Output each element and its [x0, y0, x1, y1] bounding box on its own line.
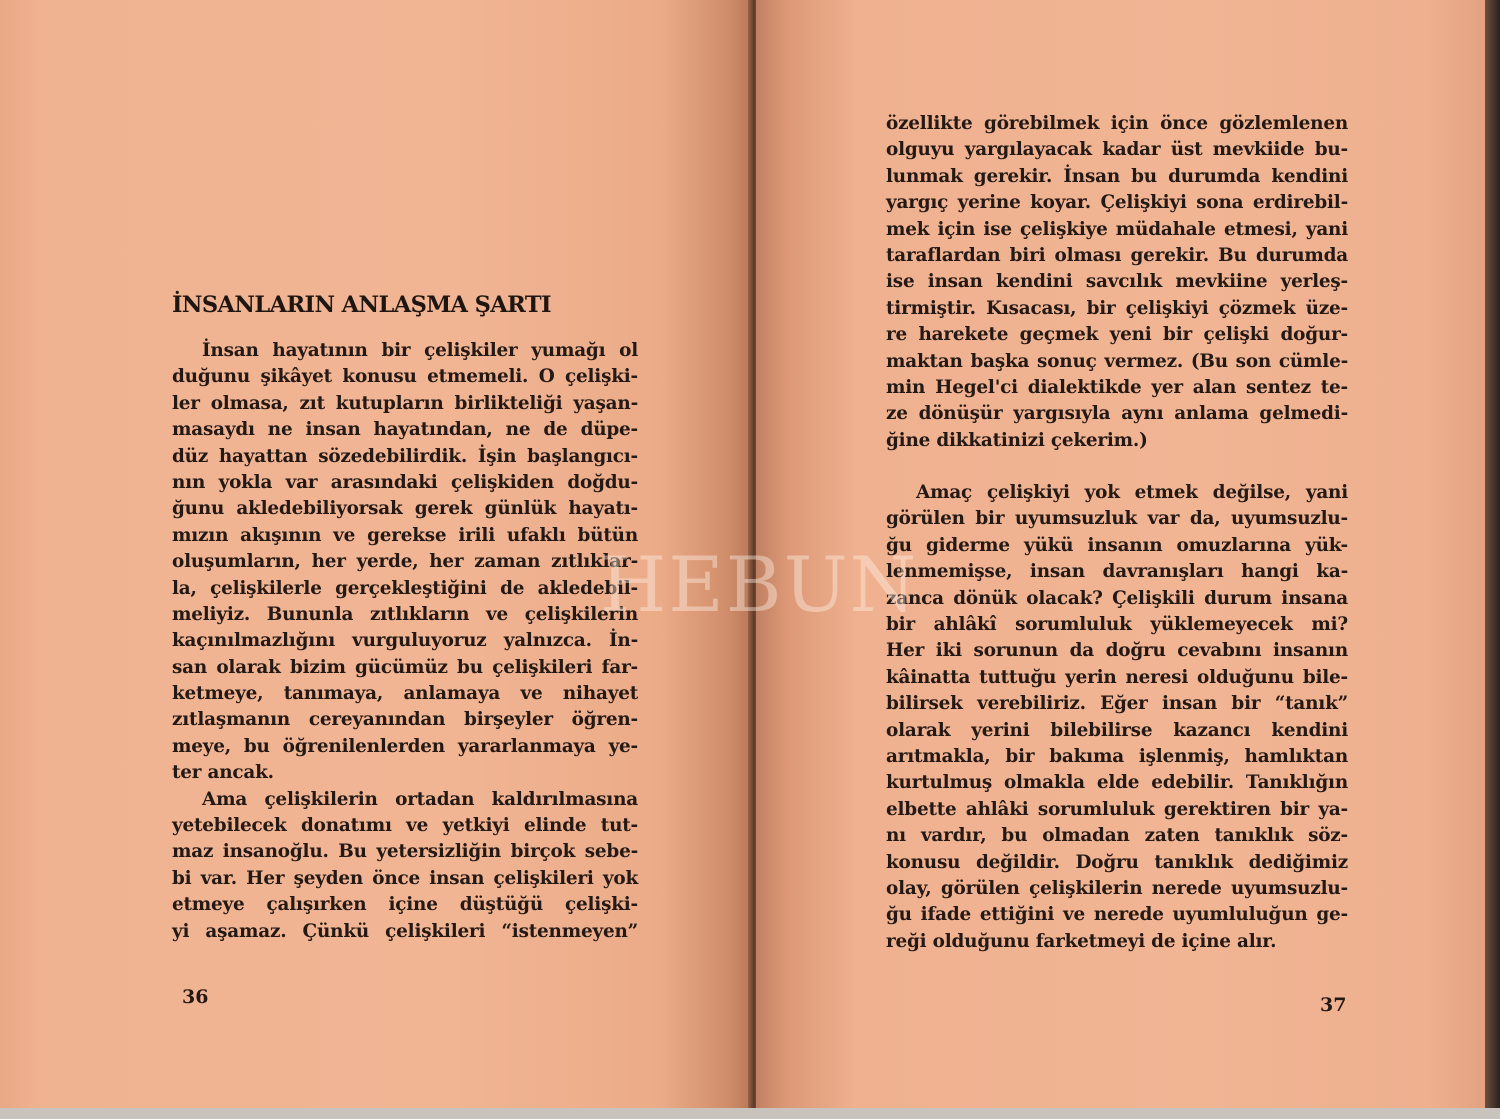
text-line: bilirsek verebiliriz. Eğer insan bir “tanık” — [886, 693, 1348, 715]
text-line: san olarak bizim gücümüz bu çelişkileri far- — [172, 656, 638, 678]
text-line: reği olduğunu farketmeyi de içine alır. — [886, 930, 1277, 952]
text-line: nın yokla var arasındaki çelişkiden doğdu- — [172, 471, 638, 493]
text-line: İnsan hayatının bir çelişkiler yumağı ol — [202, 340, 638, 361]
text-line: olay, görülen çelişkilerin nerede uyumsuzlu- — [886, 877, 1348, 899]
text-line: ler olmasa, zıt kutupların birlikteliği yaşan- — [172, 392, 638, 414]
text-line: lenmemişse, insan davranışları hangi ka- — [886, 561, 1348, 583]
text-line: arıtmakla, bir bakıma işlenmiş, hamlıktan — [886, 745, 1348, 767]
chapter-heading: İNSANLARIN ANLAŞMA ŞARTI — [172, 292, 551, 318]
text-line: elbette ahlâki sorumluluk gerektiren bir ya- — [886, 798, 1348, 820]
text-line: olarak yerini bilebilirse kazancı kendini — [886, 719, 1348, 741]
book-edge — [1485, 0, 1500, 1119]
text-line: lunmak gerekir. İnsan bu durumda kendini — [886, 165, 1348, 187]
text-line: olguyu yargılayacak kadar üst mevkiide bu- — [886, 139, 1348, 161]
watermark: HEBUN — [600, 540, 919, 629]
text-line: re harekete geçmek yeni bir çelişki doğur- — [886, 324, 1348, 346]
text-line: min Hegel'ci dialektikde yer alan sentez te- — [886, 376, 1348, 398]
text-line: masaydı ne insan hayatından, ne de düpe- — [172, 419, 638, 441]
text-line: ğunu akledebiliyorsak gerek günlük hayatı- — [172, 498, 638, 520]
text-line: kâinatta tuttuğu yerin neresi olduğunu bile- — [886, 666, 1348, 688]
text-line: ise insan kendini savcılık mevkiine yerleş- — [886, 271, 1348, 293]
text-line: özellikte görebilmek için önce gözlemlenen — [886, 113, 1348, 134]
text-line: Ama çelişkilerin ortadan kaldırılmasına — [202, 788, 638, 810]
text-line: görülen bir uyumsuzluk var da, uyumsuzlu- — [886, 508, 1348, 530]
paragraph-gap — [886, 454, 1348, 480]
text-line: yetebilecek donatımı ve yetkiyi elinde tut- — [172, 815, 638, 837]
text-line: bir ahlâkî sorumluluk yüklemeyecek mi? — [886, 614, 1348, 636]
text-line: maz insanoğlu. Bu yetersizliğin birçok sebe- — [172, 841, 638, 863]
right-page-text — [886, 111, 1348, 955]
text-line: konusu değildir. Doğru tanıklık dediğimiz — [886, 851, 1348, 873]
text-line: bi var. Her şeyden önce insan çelişkileri yok — [172, 867, 638, 889]
text-line: tirmiştir. Kısacası, bir çelişkiyi çözmek üze- — [886, 297, 1348, 319]
text-line: ze dönüşür yargısıyla aynı anlama gelmedi- — [886, 403, 1348, 425]
text-line: kurtulmuş olmakla elde edebilir. Tanıklığın — [886, 772, 1348, 794]
text-line: oluşumların, her yerde, her zaman zıtlıklar- — [172, 551, 638, 573]
text-line: meliyiz. Bununla zıtlıkların ve çelişkilerin — [172, 603, 638, 625]
text-line: ğu ifade ettiğini ve nerede uyumluluğun ge- — [886, 904, 1348, 926]
text-line: etmeye çalışırken içine düştüğü çelişki- — [172, 894, 638, 916]
text-line: zanca dönük olacak? Çelişkili durum insana — [886, 587, 1348, 609]
text-line: duğunu şikâyet konusu etmemeli. O çelişki- — [172, 366, 638, 388]
text-line: Amaç çelişkiyi yok etmek değilse, yani — [916, 482, 1348, 504]
text-line: düz hayattan sözedebilirdik. İşin başlangıcı- — [172, 445, 638, 467]
text-line: kaçınılmazlığını vurguluyoruz yalnızca. İn- — [172, 630, 638, 652]
text-line: taraflardan biri olması gerekir. Bu durumda — [886, 244, 1348, 266]
text-line: zıtlaşmanın cereyanından birşeyler öğren- — [172, 709, 638, 731]
text-line: meye, bu öğrenilenlerden yararlanmaya ye- — [172, 735, 638, 757]
text-line: mızın akışının ve gerekse irili ufaklı bütün — [172, 524, 638, 546]
text-line: mek için ise çelişkiye müdahale etmesi, yani — [886, 218, 1348, 240]
text-line: yargıç yerine koyar. Çelişkiyi sona erdirebil- — [886, 192, 1348, 214]
text-line: ketmeye, tanımaya, anlamaya ve nihayet — [172, 683, 638, 705]
page-number-left: 36 — [182, 986, 209, 1008]
text-line: la, çelişkilerle gerçekleştiğini de akledebil- — [172, 577, 638, 599]
text-line: nı vardır, bu olmadan zaten tanıklık söz- — [886, 825, 1348, 847]
text-line: ğine dikkatinizi çekerim.) — [886, 429, 1148, 451]
text-line: yi aşamaz. Çünkü çelişkileri “istenmeyen” — [172, 920, 638, 942]
text-line: ter ancak. — [172, 762, 274, 784]
text-line: ğu giderme yükü insanın omuzlarına yük- — [886, 534, 1348, 556]
left-page-text — [172, 338, 638, 945]
text-line: maktan başka sonuç vermez. (Bu son cümle- — [886, 350, 1348, 372]
page-number-right: 37 — [1320, 994, 1347, 1016]
scan-bottom-edge — [0, 1108, 1500, 1119]
text-line: Her iki sorunun da doğru cevabını insanın — [886, 640, 1348, 662]
